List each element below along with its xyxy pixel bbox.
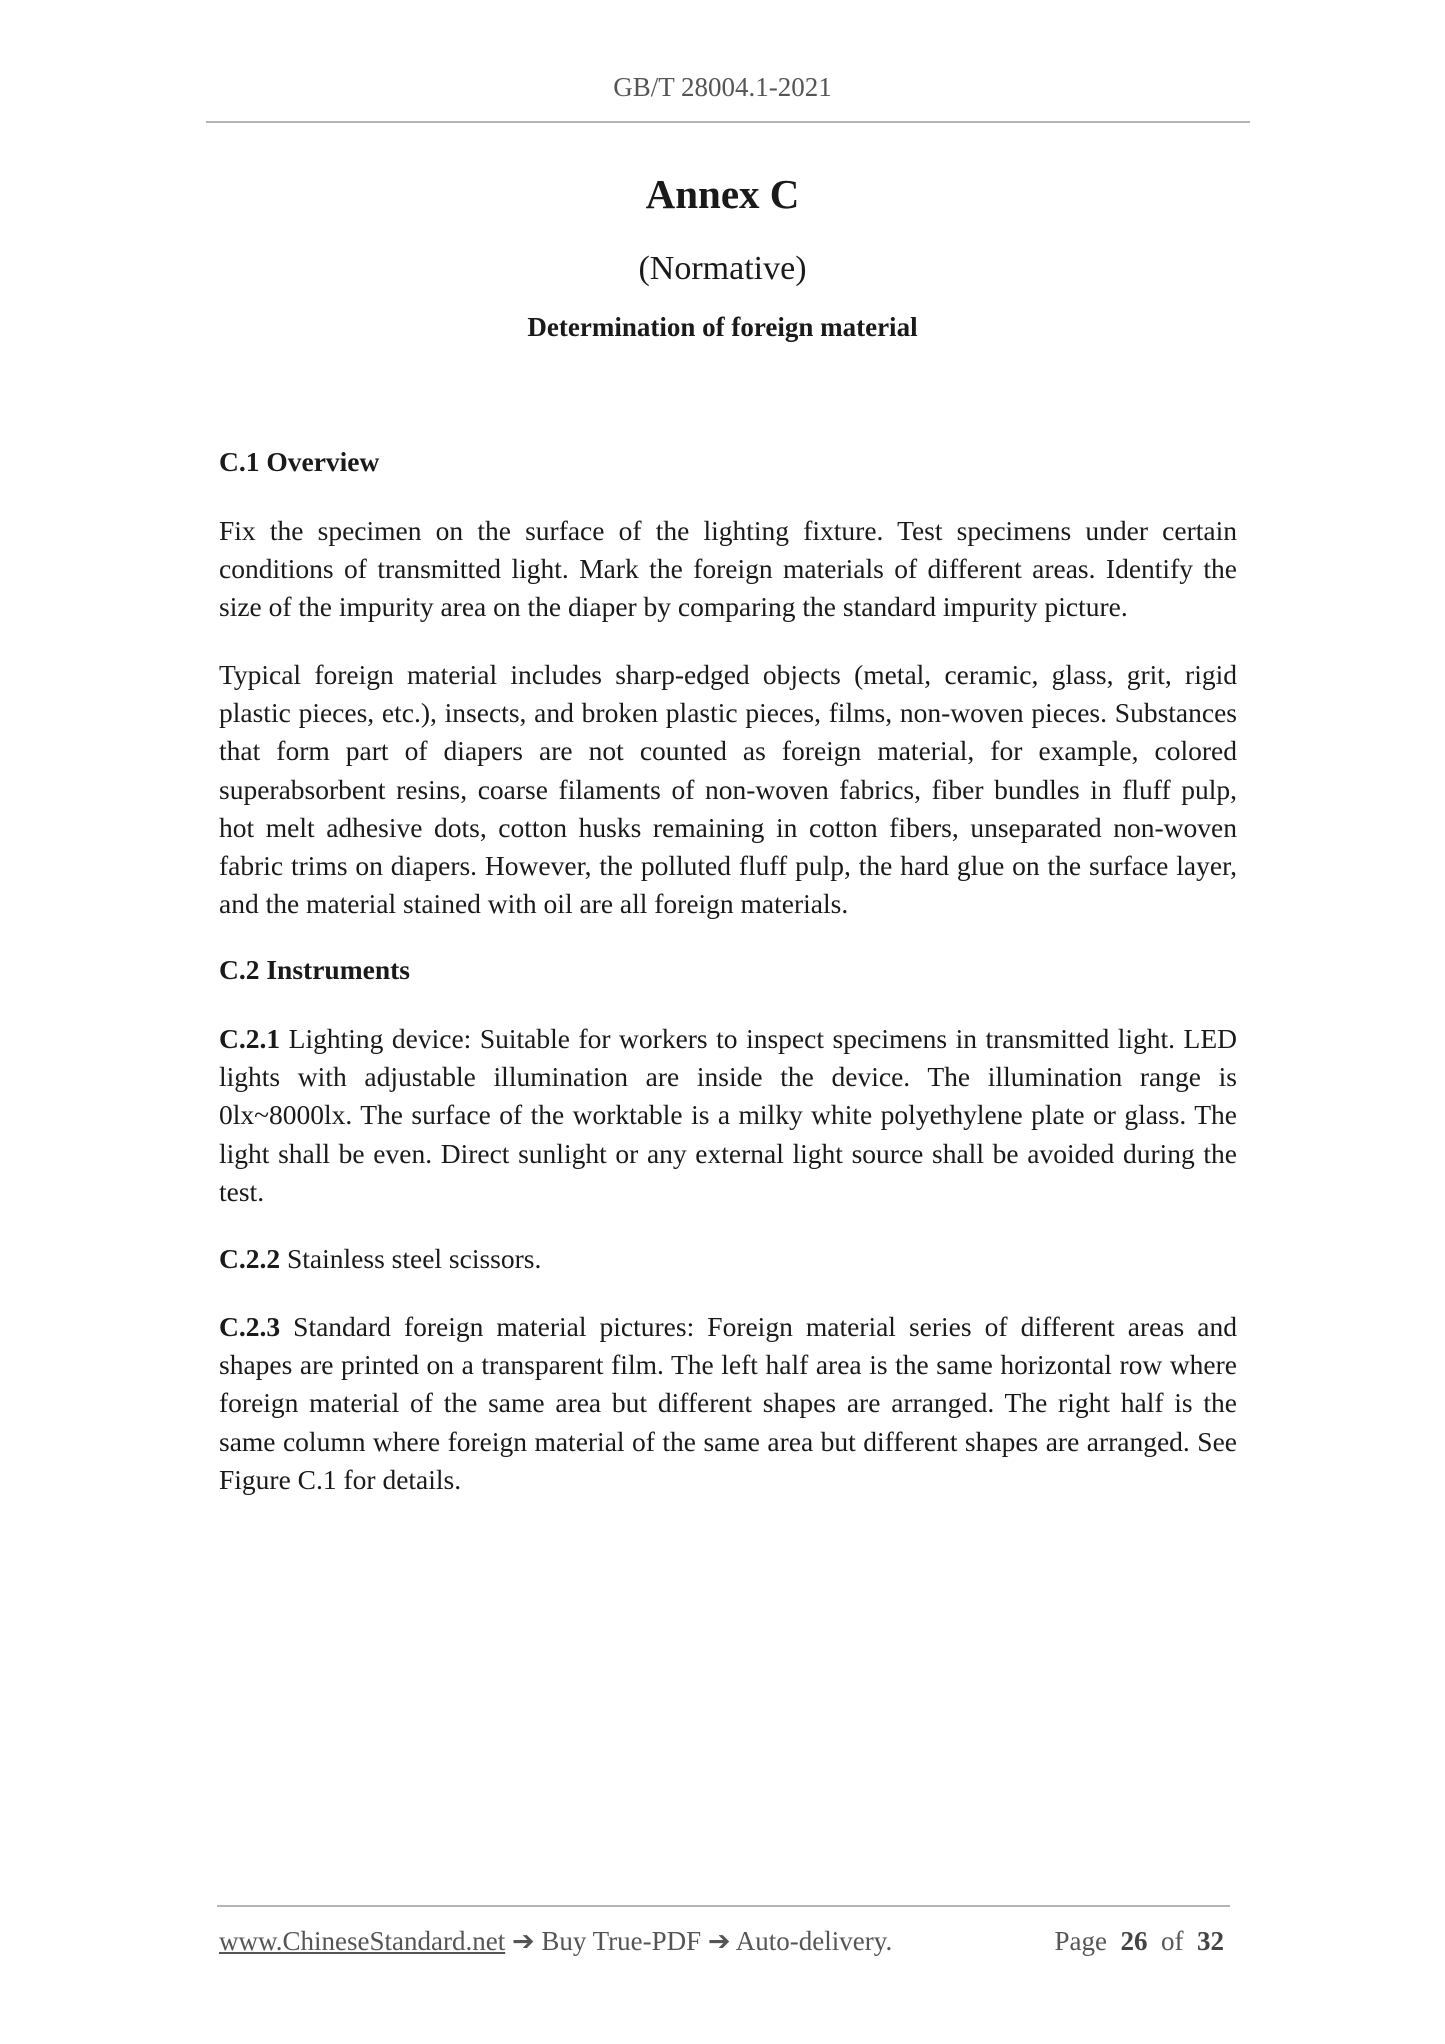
delivery-text: Auto-delivery. (735, 1926, 893, 1956)
of-label: of (1161, 1926, 1184, 1956)
annex-subtitle: Determination of foreign material (527, 312, 918, 342)
clause-number: C.2.2 (219, 1243, 281, 1274)
clause-number: C.2.3 (219, 1311, 281, 1342)
clause-text: Stainless steel scissors. (287, 1243, 542, 1274)
section-heading-c2: C.2 Instruments (219, 954, 410, 985)
clause-number: C.2.1 (219, 1023, 281, 1054)
website-link[interactable]: www.ChineseStandard.net (219, 1926, 506, 1956)
annex-title: Annex C (645, 171, 800, 217)
arrow-icon: ➔ (707, 1926, 731, 1956)
header-divider (206, 121, 1250, 123)
clause-c22 (219, 1240, 1237, 1278)
page-number (1055, 1926, 1230, 1957)
clause-c23 (219, 1308, 1237, 1499)
document-header: GB/T 28004.1-2021 (613, 72, 832, 102)
clause-text: Standard foreign material pictures: Foreign material series of different areas and shapes are printed on a transparent film. The left half area is the same horizontal row where foreign material of the same area but different shapes are arranged. The right half is the same column where foreign material of the same area but different shapes are arranged. See Figure C.1 for details. (219, 1311, 1238, 1495)
section-heading-c1: C.1 Overview (219, 446, 380, 477)
paragraph-c1-1: Fix the specimen on the surface of the lighting fixture. Test specimens under certain conditions of transmitted light. Mark the foreign materials of different areas. Identify the size of the impurity area on the diaper by comparing the standard impurity picture. (219, 515, 1237, 623)
footer (219, 1926, 1230, 1957)
clause-text: Lighting device: Suitable for workers to inspect specimens in transmitted light. LED lights with adjustable illumination are inside the device. The illumination range is 0lx~8000lx. The surface of the worktable is a milky white polyethylene plate or glass. The light shall be even. Direct sunlight or any external light source shall be avoided during the test. (219, 1023, 1237, 1207)
footer-divider (217, 1905, 1230, 1907)
current-page: 26 (1120, 1926, 1148, 1956)
footer-promo (219, 1926, 892, 1957)
clause-c21 (219, 1020, 1237, 1211)
total-pages: 32 (1197, 1926, 1224, 1956)
page-label: Page (1054, 1926, 1107, 1956)
buy-text: Buy True-PDF (541, 1926, 702, 1956)
paragraph-c1-2: Typical foreign material includes sharp-edged objects (metal, ceramic, glass, grit, rigid plastic pieces, etc.), insects, and broken plastic pieces, films, non-woven pieces. Substances that form part of diapers are not counted as foreign material, for example, colored superabsorbent resins, coarse filaments of non-woven fabrics, fiber bundles in fluff pulp, hot melt adhesive dots, cotton husks remaining in cotton fibers, unseparated non-woven fabric trims on diapers. However, the polluted fluff pulp, the hard glue on the surface layer, and the material stained with oil are all foreign materials. (219, 659, 1237, 920)
annex-type: (Normative) (638, 250, 807, 287)
arrow-icon: ➔ (511, 1926, 535, 1956)
